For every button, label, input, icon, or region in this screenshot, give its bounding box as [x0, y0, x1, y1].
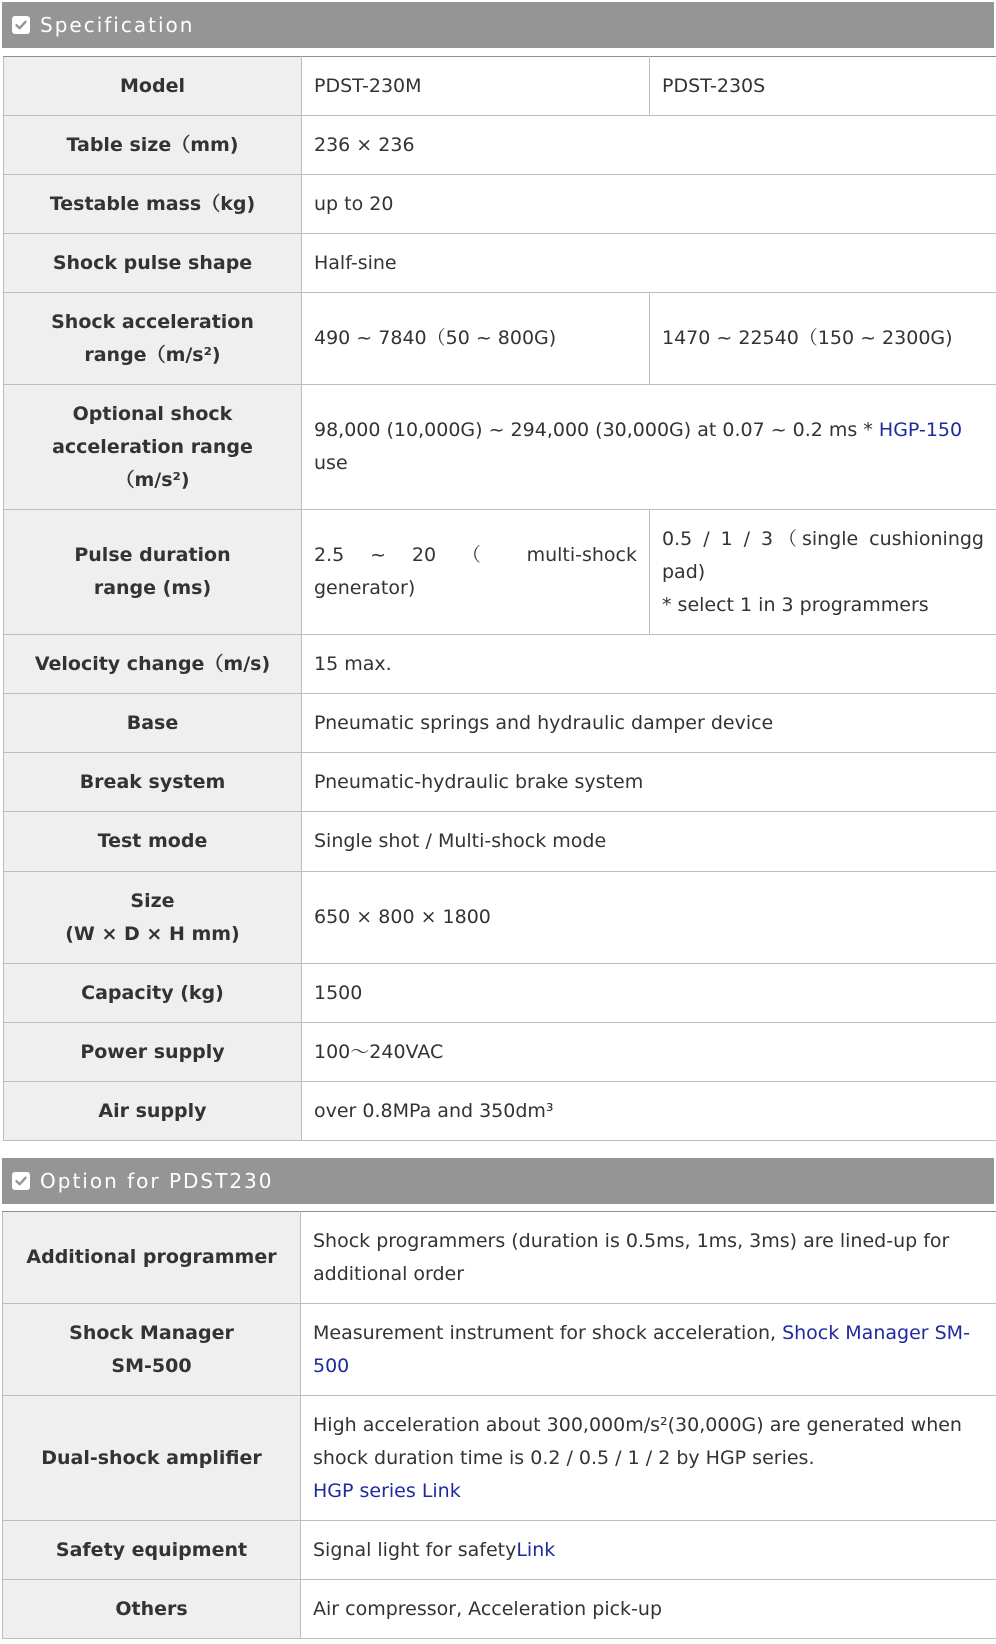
row-value: 236 × 236 [302, 116, 996, 175]
row-label: Model [4, 57, 302, 116]
row-value: up to 20 [302, 175, 996, 234]
value-text: use [314, 452, 348, 474]
table-row [4, 116, 996, 175]
row-value [301, 1396, 996, 1521]
checkbox-icon [12, 1172, 30, 1190]
row-label: Air supply [4, 1082, 302, 1141]
table-row [4, 1023, 996, 1082]
row-value: Pneumatic springs and hydraulic damper device [302, 694, 996, 753]
label-line: acceleration range [52, 435, 253, 458]
label-line: range（m/s²) [84, 343, 221, 366]
row-label: Velocity change（m/s) [4, 635, 302, 694]
row-label: Dual-shock amplifier [3, 1396, 301, 1521]
row-value [301, 1521, 996, 1580]
shock-manager-link[interactable]: Shock Manager SM-500 [313, 1321, 970, 1377]
value-text: Signal light for safety [313, 1538, 517, 1561]
hgp-series-link[interactable]: HGP series Link [313, 1479, 461, 1502]
row-value: 490 ~ 7840（50 ~ 800G) [302, 293, 650, 385]
row-label: Capacity (kg) [4, 964, 302, 1023]
table-row [4, 293, 996, 385]
row-label: Shock pulse shape [4, 234, 302, 293]
table-row [4, 964, 996, 1023]
value-line: * select 1 in 3 programmers [662, 593, 929, 616]
table-row [3, 1396, 996, 1521]
table-row [3, 1521, 996, 1580]
row-label: Others [3, 1580, 301, 1639]
row-label: Test mode [4, 812, 302, 872]
label-line: SM-500 [111, 1354, 192, 1377]
row-value: Shock programmers (duration is 0.5ms, 1ms, 3ms) are lined-up for additional order [301, 1212, 996, 1304]
row-value: over 0.8MPa and 350dm³ [302, 1082, 996, 1141]
row-label: Testable mass（kg) [4, 175, 302, 234]
row-value: 15 max. [302, 635, 996, 694]
row-value: 1500 [302, 964, 996, 1023]
row-label: Break system [4, 753, 302, 812]
row-label [4, 872, 302, 964]
row-label: Table size（mm) [4, 116, 302, 175]
row-value: 650 × 800 × 1800 [302, 872, 996, 964]
row-value: 100～240VAC [302, 1023, 996, 1082]
checkbox-icon [12, 16, 30, 34]
label-line: Shock acceleration [51, 310, 254, 333]
value-line: 0.5 / 1 / 3（single cushioningg pad) [662, 527, 984, 583]
table-row [4, 635, 996, 694]
row-value: PDST-230M [302, 57, 650, 116]
label-line: （m/s²) [115, 468, 190, 491]
row-value [650, 510, 996, 635]
table-row [4, 812, 996, 872]
table-row [4, 57, 996, 116]
row-value: Half-sine [302, 234, 996, 293]
value-text: High acceleration about 300,000m/s²(30,000G) are generated when shock duration time is 0.2 / 0.5 / 1 / 2 by HGP series. [313, 1413, 962, 1469]
table-row [4, 175, 996, 234]
section-title: Option for PDST230 [40, 1169, 274, 1193]
hgp-150-link[interactable]: HGP-150 [878, 419, 963, 441]
table-row [3, 1580, 996, 1639]
label-line: Shock Manager [69, 1321, 234, 1344]
row-value: Pneumatic-hydraulic brake system [302, 753, 996, 812]
option-table [2, 1211, 996, 1639]
row-value: 2.5 ~ 20 （ multi-shock generator) [302, 510, 650, 635]
table-row [4, 510, 996, 635]
option-header [2, 1158, 994, 1204]
row-label: Additional programmer [3, 1212, 301, 1304]
label-line: range (ms) [93, 577, 212, 599]
label-line: Size [130, 889, 175, 912]
table-row [4, 872, 996, 964]
row-label [4, 510, 302, 635]
table-row [4, 694, 996, 753]
row-value: 1470 ~ 22540（150 ~ 2300G) [650, 293, 996, 385]
label-line: Optional shock [72, 402, 233, 425]
row-value: PDST-230S [650, 57, 996, 116]
table-row [4, 753, 996, 812]
row-label: Safety equipment [3, 1521, 301, 1580]
table-row [4, 234, 996, 293]
row-label [3, 1304, 301, 1396]
row-label [4, 385, 302, 510]
section-title: Specification [40, 13, 195, 37]
row-value [302, 385, 996, 510]
table-row [4, 385, 996, 510]
label-line: Pulse duration [74, 544, 231, 566]
specification-header [2, 2, 994, 48]
row-value [301, 1304, 996, 1396]
row-value: Air compressor, Acceleration pick-up [301, 1580, 996, 1639]
table-row [3, 1304, 996, 1396]
value-text: Measurement instrument for shock acceleration, [313, 1321, 783, 1344]
safety-link[interactable]: Link [516, 1538, 556, 1561]
specification-table [3, 56, 996, 1141]
row-value: Single shot / Multi-shock mode [302, 812, 996, 872]
table-row [4, 1082, 996, 1141]
label-line: (W × D × H mm) [65, 922, 240, 945]
value-text: 98,000 (10,000G) ~ 294,000 (30,000G) at 0.07 ~ 0.2 ms * [314, 419, 879, 441]
row-label: Base [4, 694, 302, 753]
row-label [4, 293, 302, 385]
table-row [3, 1212, 996, 1304]
row-label: Power supply [4, 1023, 302, 1082]
